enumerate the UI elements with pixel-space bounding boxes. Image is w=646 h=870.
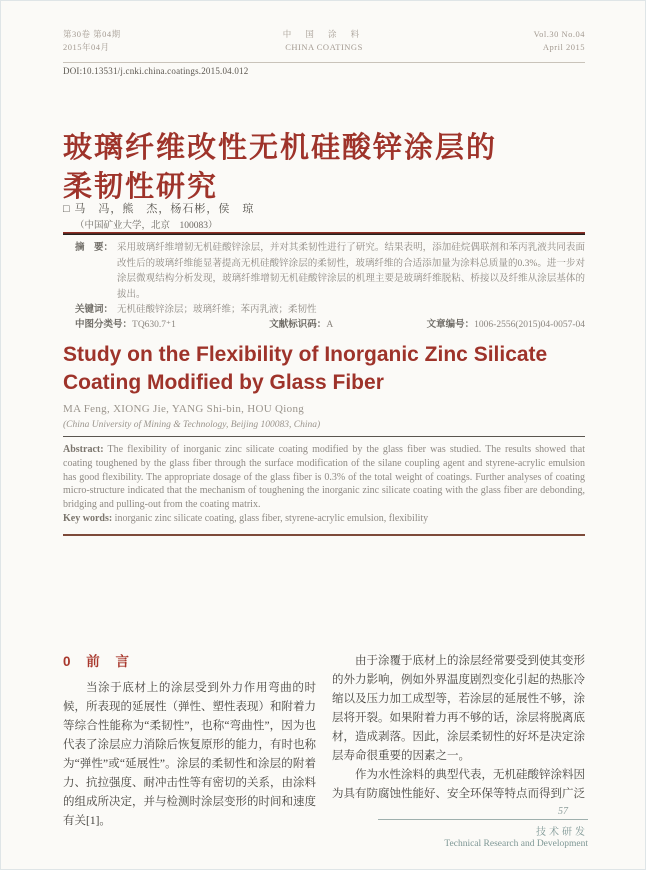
doi-text: DOI:10.13531/j.cnki.china.coatings.2015.04.012 [63, 66, 249, 76]
issue-date-en: April 2015 [542, 42, 585, 52]
abstract-en-block [63, 436, 585, 536]
paragraph-1: 当涂于底材上的涂层受到外力作用弯曲的时候，所表现的延展性（弹性、塑性表现）和附着力等综合性能称为“柔韧性”，也称“弯曲性”，因为也代表了涂层应力消除后恢复原形的能力，有时也称为“弹性”或“延展性”。涂层的柔韧性和涂层的附着力、抗拉强度、耐冲击性等有密切的关系，由涂料的组成所决定，并与检测时涂层变形的时间和速度有关[1]。 [63, 682, 316, 827]
keywords-cn-block [75, 301, 585, 315]
journal-name-en: CHINA COATINGS [285, 42, 363, 52]
keywords-cn-text: 无机硅酸锌涂层；玻璃纤维；苯丙乳液；柔韧性 [117, 305, 317, 315]
body-columns [63, 652, 585, 831]
footer-section-en: Technical Research and Development [444, 839, 588, 849]
volume-issue-en: Vol.30 No.04 [533, 29, 585, 39]
article-title-cn [63, 129, 585, 207]
right-column [332, 652, 585, 831]
authors-en: MA Feng, XIONG Jie, YANG Shi-bin, HOU Qiong [63, 403, 305, 415]
abstract-top-divider [63, 232, 585, 235]
page-number: 57 [558, 806, 568, 817]
doc-code-label: 文献标识码： [269, 320, 327, 330]
abstract-en-text: The flexibility of inorganic zinc silicate coating modified by the glass fiber was studied. The results showed that coating toughened by the glass fiber through the surface modification of the silane coupling agent and styrene-acrylic emulsion has good flexibility. The appropriate dosage of the glass fiber is 0.3% of the total weight of coatings. Further analyses of coating micro-structure indicated that the mechanism of toughening the inorganic zinc silicate coating with the glass fiber are debonding, bridging and pulling-out from the coating matrix. [63, 444, 585, 511]
journal-name [283, 28, 365, 54]
paragraph-2: 由于涂覆于底材上的涂层经常要受到使其变形的外力影响，例如外界温度剧烈变化引起的热胀冷缩以及压力加工成型等，若涂层的延展性不够，涂层将开裂。如果附着力再不够的话，涂层将脱离底材，造成剥落。因此，涂层柔韧性的好坏是决定涂层寿命很重要的因素之一。 [332, 655, 585, 762]
abstract-cn-label: 摘 要： [75, 243, 114, 253]
header-divider [63, 62, 585, 63]
journal-volume-info [63, 28, 183, 54]
abstract-cn-text: 采用玻璃纤维增韧无机硅酸锌涂层，并对其柔韧性进行了研究。结果表明，添加硅烷偶联剂和苯丙乳液共同表面改性后的玻璃纤维能显著提高无机硅酸锌涂层的柔韧性，玻璃纤维的合适添加量为涂料总质量的0.3%。进一步对涂层微观结构分析发现，玻璃纤维增韧无机硅酸锌涂层的机理主要是玻璃纤维脱粘、桥接以及纤维从涂层基体的拔出。 [117, 243, 585, 300]
authors-cn: □ 马 冯，熊 杰，杨石彬，侯 琼 [63, 203, 255, 215]
abstract-cn-block [75, 241, 585, 303]
journal-name-cn: 中 国 涂 料 [282, 29, 366, 39]
page-footer [378, 806, 588, 849]
section-heading-0: 0 前 言 [63, 654, 136, 669]
doc-code-value: A [326, 320, 334, 330]
journal-issue-info-en [465, 28, 585, 54]
document-code [269, 316, 333, 330]
left-column [63, 652, 316, 831]
footer-divider [378, 819, 588, 820]
issue-date-cn: 2015年04月 [63, 42, 110, 52]
paragraph-3: 作为水性涂料的典型代表，无机硅酸锌涂料因为具有防腐蚀性能好、安全环保等特点而得到广泛 [332, 769, 585, 800]
affiliation-en: (China University of Mining & Technology, Beijing 100083, China) [63, 420, 321, 430]
abstract-en-label: Abstract: [63, 444, 104, 455]
journal-header [63, 28, 585, 54]
affiliation-cn: （中国矿业大学，北京 100083） [75, 221, 218, 231]
article-title-en: Study on the Flexibility of Inorganic Zinc Silicate Coating Modified by Glass Fiber [63, 343, 548, 394]
article-title-cn-line2: 柔韧性研究 [63, 171, 219, 204]
keywords-en-text: inorganic zinc silicate coating, glass fiber, styrene-acrylic emulsion, flexibility [114, 512, 429, 524]
keywords-cn-label: 关键词： [75, 305, 114, 315]
article-title-cn-line1: 玻璃纤维改性无机硅酸锌涂层的 [63, 132, 498, 165]
article-id-label: 文章编号： [426, 320, 475, 330]
clc-value: TQ630.7⁺1 [132, 320, 176, 330]
keywords-en-label: Key words: [63, 512, 113, 524]
classification-row [75, 316, 585, 330]
clc-label: 中图分类号： [75, 320, 133, 330]
footer-section-cn: 技术研发 [536, 827, 588, 838]
volume-issue: 第30卷 第04期 [63, 29, 121, 39]
article-id [427, 316, 585, 330]
clc-number [75, 316, 176, 330]
abstract-en [63, 443, 585, 512]
article-id-value: 1006-2556(2015)04-0057-04 [474, 320, 585, 330]
keywords-en [63, 512, 585, 526]
